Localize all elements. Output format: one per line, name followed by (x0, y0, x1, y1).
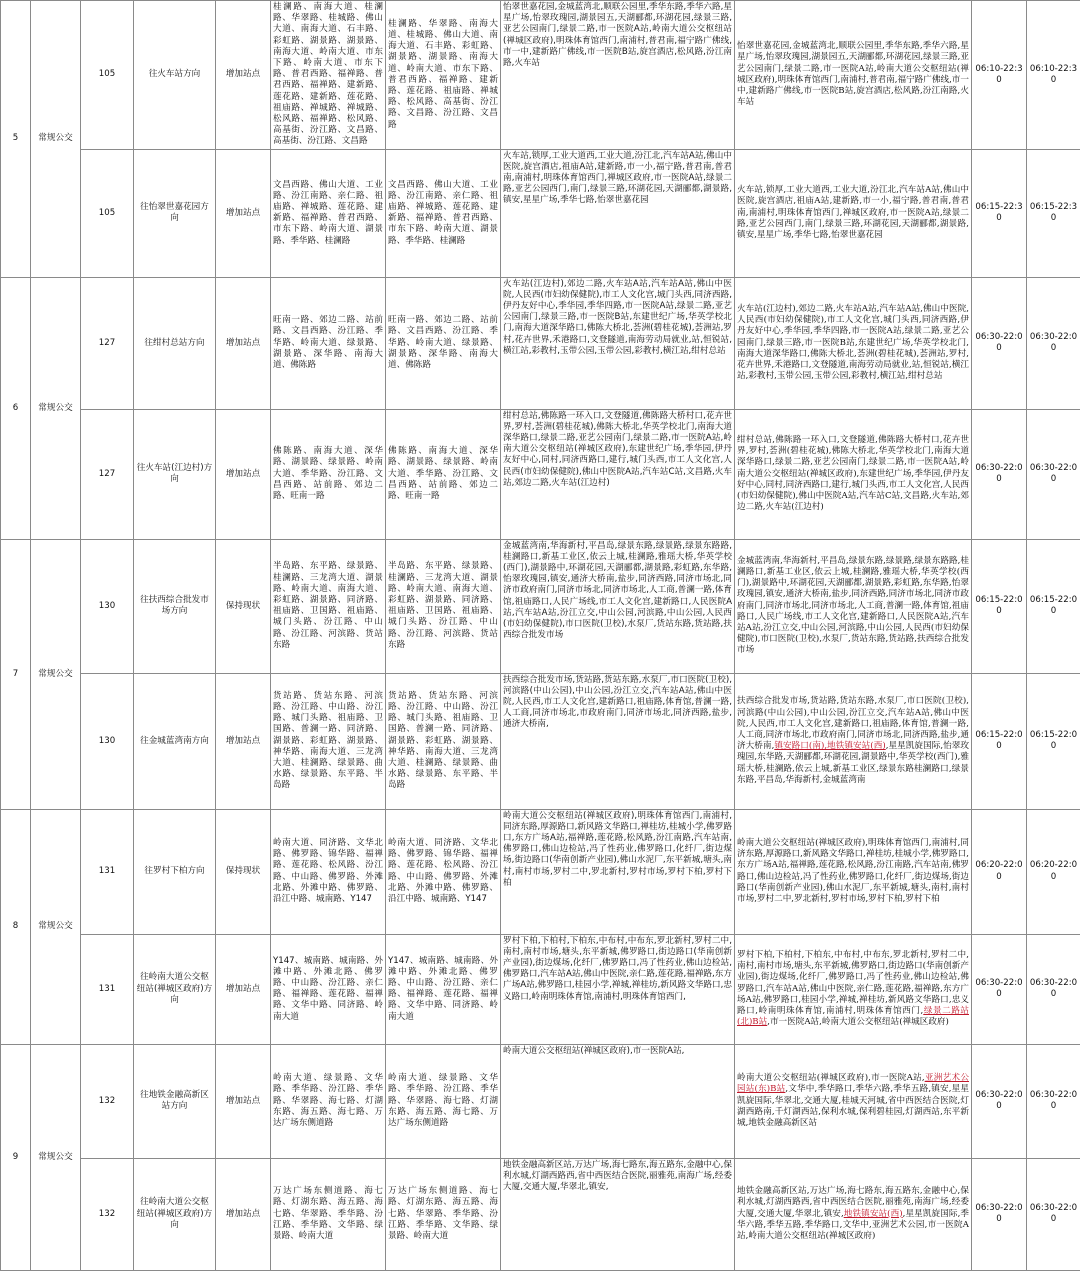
new-station-list (735, 1158, 972, 1270)
old-road-list: 岭南大道、同济路、文华北路、佛罗路、锦华路、福禅路、莲花路、松风路、汾江路、中山路、佛罗路、外滩北路、外滩中路、佛罗路、沿江中路、城南路、Y147 (271, 809, 386, 934)
old-station-list: 地铁金融高新区站,万达广场,海七路东,海五路东,金融中心,保利水城,灯湖西路西,省中西医结合医院,丽雅苑,南海广场,经委大厦,交通大厦,华翠北,镇安, (501, 1158, 735, 1270)
group-number: 8 (1, 809, 31, 1044)
old-service-hours: 06:30-22:00 (972, 277, 1027, 409)
new-station-list (735, 409, 972, 539)
station-text: ,市一医院A站,岭南大道公交枢纽站(禅城区政府) (767, 1017, 949, 1027)
table-row (1, 1, 1080, 150)
route-number: 131 (81, 809, 134, 934)
route-direction: 往岭南大道公交枢纽站(禅城区政府)方向 (134, 1158, 216, 1270)
route-type: 常规公交 (31, 1044, 81, 1270)
added-station-highlight: 镇安路口(南),地铁镇安站(西) (774, 741, 885, 751)
old-station-list: 怡翠世嘉花园,金城蓝湾北,顺联公园里,季华东路,季华六路,星星广场,怡翠玫瑰园,湖景园五,天湖郦都,环湖花园,绿景三路,亚艺公园南门,绿景二路,市一医院A站,岭南大道公交枢纽站(禅城区政府),明珠体育馆西门,南浦村,普君南,福宁路广佛线,市一中,建新路广佛线,市一医院B站,旋宫酒店,松风路,汾江南路,火车站 (501, 1, 735, 150)
old-service-hours: 06:15-22:00 (972, 673, 1027, 809)
new-service-hours: 06:30-22:00 (1027, 1158, 1080, 1270)
table-row (1, 809, 1080, 934)
old-service-hours: 06:20-22:00 (972, 809, 1027, 934)
new-service-hours: 06:30-22:00 (1027, 277, 1080, 409)
old-road-list: 佛陈路、南海大道、深华路、湖景路、绿景路、岭南大道、季华路、汾江路、文昌西路、站前路、郊边二路、旺南一路 (271, 409, 386, 539)
change-action: 增加站点 (216, 409, 271, 539)
old-service-hours: 06:10-22:30 (972, 1, 1027, 150)
table-row (1, 539, 1080, 673)
added-station-highlight: 亚洲艺术公园站(东)B站 (737, 1073, 969, 1094)
old-service-hours: 06:15-22:00 (972, 539, 1027, 673)
old-road-list: Y147、城南路、城南路、外滩中路、外滩北路、佛罗路、中山路、汾江路、亲仁路、福禅路、莲花路、福禅路、文华中路、同济路、岭南大道 (271, 934, 386, 1044)
new-road-list: 万达广场东侧道路、海七路、灯湖东路、海五路、海七路、华翠路、季华路、汾江路、季华路、文华路、绿景路、岭南大道 (386, 1158, 501, 1270)
route-number: 127 (81, 277, 134, 409)
change-action: 增加站点 (216, 673, 271, 809)
group-number: 9 (1, 1044, 31, 1270)
route-direction: 往地铁金融高新区站方向 (134, 1044, 216, 1158)
station-text: 罗村下柏,下柏村,下柏东,中布村,中布东,罗北新村,罗村二中,南村,南村市场,塘头,东平新城,佛罗路口,街边路口(华南创新产业园),街边煤场,化纤厂,佛罗路口,冯了性药业,佛山边检站,佛罗路口,汽车站A站,佛山中医院,亲仁路,莲花路,福禅路,东方广场A站,佛罗路口,桂园小学,禅城,禅桂坊,新风路文华路口,忠义路口,岭南明珠体育馆,南浦村,明珠体育馆西门, (737, 950, 969, 1016)
new-road-list: Y147、城南路、城南路、外滩中路、外滩北路、佛罗路、中山路、汾江路、亲仁路、福禅路、莲花路、福禅路、文华中路、同济路、岭南大道 (386, 934, 501, 1044)
new-station-list (735, 149, 972, 277)
new-station-list (735, 1044, 972, 1158)
new-road-list: 桂澜路、华翠路、南海大道、桂城路、佛山大道、南海大道、石丰路、彩虹路、湖景路、湖景路、南海大道、岭南大道、市东下路、普君西路、福禅路、建新路、莲花路、祖庙路、禅城路、松风路、高基街、汾江路、文昌路、汾江路、文昌路 (386, 1, 501, 150)
change-action: 增加站点 (216, 1158, 271, 1270)
new-road-list: 文昌西路、佛山大道、工业路、汾江南路、亲仁路、祖庙路、禅城路、莲花路、建新路、福禅路、普君西路、市东下路、岭南大道、湖景路、季华路、桂澜路 (386, 149, 501, 277)
old-station-list: 岭南大道公交枢纽站(禅城区政府),明珠体育馆西门,南浦村,同济东路,厚源路口,新风路文华路口,禅桂坊,桂城小学,佛罗路口,东方广场A站,福禅路,莲花路,松风路,汾江南路,汽车站南,佛罗路口,佛山边检站,冯了性药业,佛罗路口,化纤厂,街边煤场,街边路口(华南创新产业园),佛山水泥厂,东平新城,塘头,南村,南村市场,罗村二中,罗北新村,罗村市场,罗村下柏,罗村下柏 (501, 809, 735, 934)
old-station-list: 扶西综合批发市场,货站路,货站东路,水泵厂,市口医院(卫校),河滨路(中山公园),中山公园,汾江立交,汽车站A站,佛山中医院,人民西,市工人文化宫,建新路口,祖庙路,体育馆,普澜一路,人工商,同济市场北,市政府南门,同济市场北,同济西路,盐步,通济大桥南, (501, 673, 735, 809)
station-text: 岭南大道公交枢纽站(禅城区政府),明珠体育馆西门,南浦村,同济东路,厚源路口,新风路文华路口,禅桂坊,桂城小学,佛罗路口,东方广场A站,福禅路,莲花路,松风路,汾江南路,汽车站南,佛罗路口,佛山边检站,冯了性药业,佛罗路口,化纤厂,街边煤场,街边路口(华南创新产业园),佛山水泥厂,东平新城,塘头,南村,南村市场,罗村二中,罗北新村,罗村市场,罗村下柏,罗村下柏 (737, 838, 969, 904)
station-text: 岭南大道公交枢纽站(禅城区政府),市一医院A站, (737, 1073, 925, 1083)
table-row (1, 149, 1080, 277)
station-text: 火车站,锁厚,工业大道西,工业大道,汾江北,汽车站A站,佛山中医院,旋宫酒店,祖庙A站,建新路,市一小,福宁路,普君南,普君南,南浦村,明珠体育馆西门,禅城区政府,市一医院A站,绿景二路,亚艺公园西门,南门,绿景三路,环湖花园,天湖郦都,湖景路,镇安,星星广场,季华七路,怡翠世嘉花园 (737, 185, 969, 240)
new-service-hours: 06:30-22:00 (1027, 934, 1080, 1044)
route-direction: 往火车站方向 (134, 1, 216, 150)
route-type: 常规公交 (31, 1, 81, 278)
station-text: 扶西综合批发市场,货站路,货站东路,水泵厂,市口医院(卫校),河滨路(中山公园),中山公园,汾江立交,汽车站A站,佛山中医院,人民西,市工人文化宫,建新路口,祖庙路,体育馆,普澜一路,人工商,同济市场北,市政府南门,同济市场北,同济西路,盐步,通济大桥南, (737, 696, 969, 751)
route-number: 132 (81, 1158, 134, 1270)
station-text: ,星星凯旋国际,怡翠玫瑰园,东华路,天湖郦都,环湖花园,湖景路中,华英学校(西门),雅瑶大桥,桂澜路,依云上城,新基工业区,绿景东路桂澜路口,绿景东路,平昌岛,华海新村,金城蓝湾南 (737, 741, 969, 785)
route-type: 常规公交 (31, 277, 81, 539)
change-action: 保持现状 (216, 809, 271, 934)
added-station-highlight: 地铁镇安站(西) (844, 1209, 903, 1219)
new-service-hours: 06:15-22:30 (1027, 149, 1080, 277)
route-type: 常规公交 (31, 539, 81, 809)
group-number: 7 (1, 539, 31, 809)
route-number: 105 (81, 1, 134, 150)
route-number: 130 (81, 673, 134, 809)
new-service-hours: 06:30-22:00 (1027, 409, 1080, 539)
new-road-list: 半岛路、东平路、绿景路、桂澜路、三龙湾大道、湖景路、岭南大道、南海大道、彩虹路、湖景路、同济路、祖庙路、卫国路、祖庙路、城门头路、汾江路、中山路、汾江路、河滨路、货站东路 (386, 539, 501, 673)
table-row (1, 409, 1080, 539)
old-station-list: 火车站,锁厚,工业大道西,工业大道,汾江北,汽车站A站,佛山中医院,旋宫酒店,祖庙A站,建新路,市一小,福宁路,普君南,普君南,南浦村,明珠体育馆西门,禅城区政府,市一医院A站,绿景二路,亚艺公园西门,南门,绿景三路,环湖花园,天湖郦都,湖景路,镇安,星星广场,季华七路,怡翠世嘉花园 (501, 149, 735, 277)
new-station-list (735, 673, 972, 809)
table-body (1, 1, 1080, 1271)
change-action: 增加站点 (216, 1, 271, 150)
new-service-hours: 06:15-22:00 (1027, 539, 1080, 673)
route-number: 127 (81, 409, 134, 539)
new-station-list (735, 809, 972, 934)
old-station-list: 罗村下柏,下柏村,下柏东,中布村,中布东,罗北新村,罗村二中,南村,南村市场,塘头,东平新城,佛罗路口,街边路口(华南创新产业园),街边煤场,化纤厂,佛罗路口,冯了性药业,佛山边检站,佛罗路口,汽车站A站,佛山中医院,亲仁路,莲花路,福禅路,东方广场A站,佛罗路口,桂园小学,禅城,禅桂坊,新风路文华路口,忠义路口,岭南明珠体育馆,南浦村,明珠体育馆西门, (501, 934, 735, 1044)
new-service-hours: 06:10-22:30 (1027, 1, 1080, 150)
added-station-highlight: 绿景二路站(北)B站 (737, 1006, 969, 1027)
change-action: 增加站点 (216, 149, 271, 277)
new-station-list (735, 539, 972, 673)
change-action: 增加站点 (216, 934, 271, 1044)
old-road-list: 万达广场东侧道路、海七路、灯湖东路、海五路、海七路、华翠路、季华路、汾江路、季华路、文华路、绿景路、岭南大道 (271, 1158, 386, 1270)
route-number: 130 (81, 539, 134, 673)
table-row (1, 673, 1080, 809)
route-number: 131 (81, 934, 134, 1044)
route-direction: 往金城蓝湾南方向 (134, 673, 216, 809)
old-station-list: 金城蓝湾南,华海新村,平昌岛,绿景东路,绿景路,绿景东路路,桂澜路口,新基工业区,依云上城,桂澜路,雅瑶大桥,华英学校(西门),湖景路中,环湖花园,天湖郦都,湖景路,彩虹路,东华路,怡翠玫瑰园,镇安,通济大桥南,盐步,同济西路,同济市场北,同济市政府南门,同济市场北,同济市场北,人工商,普澜一路,体育馆,祖庙路口,人民广场线,市工人文化宫,建新路口,人民医院A站,汽车站A站,汾江立交,中山公园,河滨路,中山公园,人民西(市妇幼保健院),市口医院(卫校),水泵厂,货站东路,货站路,扶西综合批发市场 (501, 539, 735, 673)
table-row (1, 1158, 1080, 1270)
old-road-list: 文昌西路、佛山大道、工业路、汾江南路、亲仁路、祖庙路、禅城路、莲花路、建新路、福禅路、普君西路、市东下路、岭南大道、湖景路、季华路、桂澜路 (271, 149, 386, 277)
old-road-list: 桂澜路、南海大道、桂澜路、华翠路、桂城路、佛山大道、南海大道、石丰路、彩虹路、湖景路、湖景路、南海大道、岭南大道、市东下路、岭南大道、市东下路、普君西路、福禅路、普君西路、福禅路、建新路、莲花路、建新路、莲花路、祖庙路、禅城路、禅城路、松风路、福禅路、松风路、高基街、汾江路、文昌路、高基街、汾江路、文昌路 (271, 1, 386, 150)
old-service-hours: 06:15-22:30 (972, 149, 1027, 277)
route-direction: 往罗村下柏方向 (134, 809, 216, 934)
group-number: 5 (1, 1, 31, 278)
table-row (1, 934, 1080, 1044)
old-station-list: 绀村总站,佛陈路一环入口,文登隧道,佛陈路大桥村口,花卉世界,罗村,荟洲(碧桂花城),佛陈大桥北,华英学校北门,南海大道深华路口,绿景二路,亚艺公园南门,绿景二路,市一医院A站,岭南大道公交枢纽站(禅城区政府),东建世纪广场,季华园,伊丹友好中心,同村,同济西路口,建行,城门头西,市工人文化宫,人民西(市妇幼保健院),佛山中医院A站,汽车站C站,文昌路,火车站,郊边二路,火车站(江边村) (501, 409, 735, 539)
route-direction: 往扶西综合批发市场方向 (134, 539, 216, 673)
old-road-list: 货站路、货站东路、河滨路、汾江路、中山路、汾江路、城门头路、祖庙路、卫国路、普澜一路、同济路、湖景路、彩虹路、湖景路、神华路、南海大道、三龙湾大道、桂澜路、绿景路、曲水路、绿景路、东平路、半岛路 (271, 673, 386, 809)
station-text: 怡翠世嘉花园,金城蓝湾北,顺联公园里,季华东路,季华六路,星星广场,怡翠玫瑰园,湖景园五,天湖郦都,环湖花园,绿景三路,亚艺公园南门,绿景二路,市一医院A站,岭南大道公交枢纽站(禅城区政府),明珠体育馆西门,南浦村,普君南,福宁路广佛线,市一中,建新路广佛线,市一医院B站,旋宫酒店,松风路,汾江南路,火车站 (737, 41, 969, 107)
old-service-hours: 06:30-22:00 (972, 1044, 1027, 1158)
old-service-hours: 06:30-22:00 (972, 409, 1027, 539)
old-road-list: 岭南大道、绿景路、文华路、季华路、汾江路、季华路、华翠路、海七路、灯湖东路、海五路、海七路、万达广场东侧道路 (271, 1044, 386, 1158)
station-text: 绀村总站,佛陈路一环入口,文登隧道,佛陈路大桥村口,花卉世界,罗村,荟洲(碧桂花城),佛陈大桥北,华英学校北门,南海大道深华路口,绿景二路,亚艺公园南门,绿景二路,市一医院A站,岭南大道公交枢纽站(禅城区政府),东建世纪广场,季华园,伊丹友好中心,同村,同济西路口,建行,城门头西,市工人文化宫,人民西(市妇幼保健院),佛山中医院A站,汽车站C站,文昌路,火车站,郊边二路,火车站(江边村) (737, 435, 969, 512)
old-service-hours: 06:30-22:00 (972, 934, 1027, 1044)
route-type: 常规公交 (31, 809, 81, 1044)
table-row (1, 277, 1080, 409)
new-station-list (735, 277, 972, 409)
new-road-list: 岭南大道、同济路、文华北路、佛罗路、锦华路、福禅路、莲花路、松风路、汾江路、中山路、佛罗路、外滩北路、外滩中路、佛罗路、沿江中路、城南路、Y147 (386, 809, 501, 934)
route-direction: 往岭南大道公交枢纽站(禅城区政府)方向 (134, 934, 216, 1044)
old-service-hours: 06:30-22:00 (972, 1158, 1027, 1270)
new-station-list (735, 934, 972, 1044)
station-text: 金城蓝湾南,华海新村,平昌岛,绿景东路,绿景路,绿景东路路,桂澜路口,新基工业区,依云上城,桂澜路,雅瑶大桥,华英学校(西门),湖景路中,环湖花园,天湖郦都,湖景路,彩虹路,东华路,怡翠玫瑰园,镇安,通济大桥南,盐步,同济西路,同济市场北,同济市政府南门,同济市场北,同济市场北,人工商,普澜一路,体育馆,祖庙路口,人民广场线,市工人文化宫,建新路口,人民医院A站,汽车站A站,汾江立交,中山公园,河滨路,中山公园,人民西(市妇幼保健院),市口医院(卫校),水泵厂,货站东路,货站路,扶西综合批发市场 (737, 556, 969, 656)
station-text: 地铁金融高新区站,万达广场,海七路东,海五路东,金融中心,保利水城,灯湖西路西,省中西医结合医院,丽雅苑,南海广场,经委大厦,交通大厦,华翠北,镇安, (737, 1186, 969, 1218)
old-road-list: 旺南一路、郊边二路、站前路、文昌西路、汾江路、季华路、岭南大道、绿景路、湖景路、深华路、南海大道、佛陈路 (271, 277, 386, 409)
route-direction: 往怡翠世嘉花园方向 (134, 149, 216, 277)
new-service-hours: 06:15-22:00 (1027, 673, 1080, 809)
new-service-hours: 06:20-22:00 (1027, 809, 1080, 934)
change-action: 保持现状 (216, 539, 271, 673)
station-text: ,星星凯旋国际,季华六路,季华五路,季华路口,文华中,亚洲艺术公园,市一医院A站,岭南大道公交枢纽站(禅城区政府) (737, 1209, 969, 1241)
route-direction: 往绀村总站方向 (134, 277, 216, 409)
new-road-list: 佛陈路、南海大道、深华路、湖景路、绿景路、岭南大道、季华路、汾江路、文昌西路、站前路、郊边二路、旺南一路 (386, 409, 501, 539)
table-row (1, 1044, 1080, 1158)
route-number: 132 (81, 1044, 134, 1158)
old-station-list: 岭南大道公交枢纽站(禅城区政府),市一医院A站, (501, 1044, 735, 1158)
new-road-list: 旺南一路、郊边二路、站前路、文昌西路、汾江路、季华路、岭南大道、绿景路、湖景路、深华路、南海大道、佛陈路 (386, 277, 501, 409)
old-road-list: 半岛路、东平路、绿景路、桂澜路、三龙湾大道、湖景路、岭南大道、南海大道、彩虹路、湖景路、同济路、祖庙路、卫国路、祖庙路、城门头路、汾江路、中山路、汾江路、河滨路、货站东路 (271, 539, 386, 673)
route-number: 105 (81, 149, 134, 277)
change-action: 增加站点 (216, 1044, 271, 1158)
change-action: 增加站点 (216, 277, 271, 409)
station-text: ,文华中,季华路口,季华六路,季华五路,镇安,星星凯旋国际,华翠北,交通大厦,桂城天河城,省中西医结合医院,灯湖西路南,千灯湖西站,保利水城,保利碧桂园,灯湖西站,东平新城,地铁金融高新区站 (737, 1084, 969, 1128)
station-text: 火车站(江边村),郊边二路,火车站A站,汽车站A站,佛山中医院,人民西(市妇幼保健院),市工人文化宫,城门头西,同济西路,伊丹友好中心,季华园,季华四路,市一医院A站,绿景二路,亚艺公园南门,绿景三路,市一医院B站,东建世纪广场,华英学校北门,南海大道深华路口,佛陈大桥北,荟洲(碧桂花城),荟洲站,罗村,花卉世界,禾港路口,文登隧道,南海劳动局就业,站,恒锐站,横江站,彩教村,玉带公园,玉带公园,彩教村,横江站,绀村总站 (737, 304, 969, 381)
old-station-list: 火车站(江边村),郊边二路,火车站A站,汽车站A站,佛山中医院,人民西(市妇幼保健院),市工人文化宫,城门头西,同济西路,伊丹友好中心,季华园,季华四路,市一医院A站,绿景二路,亚艺公园南门,绿景三路,市一医院B站,东建世纪广场,华英学校北门,南海大道深华路口,佛陈大桥北,荟洲(碧桂花城),荟洲站,罗村,花卉世界,禾港路口,文登隧道,南海劳动局就业,站,恒锐站,横江站,彩教村,玉带公园,玉带公园,彩教村,横江站,绀村总站 (501, 277, 735, 409)
new-service-hours: 06:30-22:00 (1027, 1044, 1080, 1158)
new-road-list: 岭南大道、绿景路、文华路、季华路、汾江路、季华路、华翠路、海七路、灯湖东路、海五路、海七路、万达广场东侧道路 (386, 1044, 501, 1158)
group-number: 6 (1, 277, 31, 539)
new-road-list: 货站路、货站东路、河滨路、汾江路、中山路、汾江路、城门头路、祖庙路、卫国路、普澜一路、同济路、湖景路、彩虹路、湖景路、神华路、南海大道、三龙湾大道、桂澜路、绿景路、曲水路、绿景路、东平路、半岛路 (386, 673, 501, 809)
new-station-list (735, 1, 972, 150)
route-direction: 往火车站(江边村)方向 (134, 409, 216, 539)
